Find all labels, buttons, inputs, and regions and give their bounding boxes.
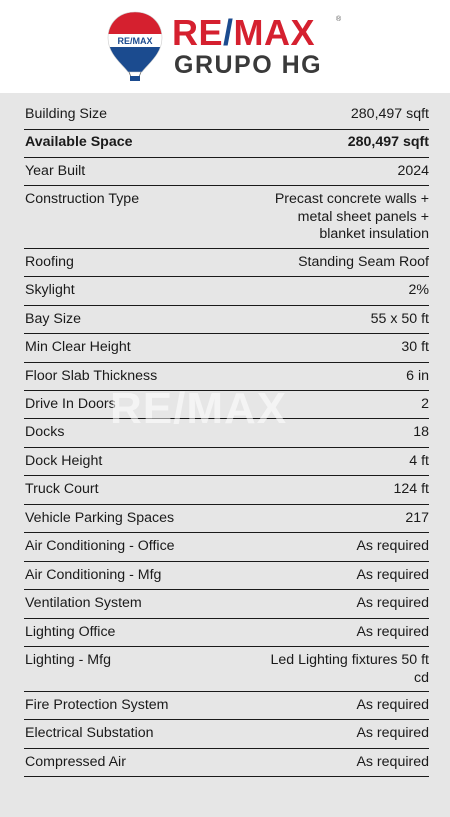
spec-row (24, 475, 429, 505)
spec-label: Docks (25, 424, 65, 440)
header (0, 0, 450, 93)
spec-value (270, 652, 429, 687)
spec-label: Ventilation System (25, 595, 142, 611)
spec-row (24, 248, 429, 277)
spec-row (24, 100, 429, 130)
spec-row (24, 561, 429, 590)
spec-value: 55 x 50 ft (370, 311, 429, 327)
spec-value: As required (356, 595, 429, 611)
spec-value: As required (356, 624, 429, 640)
spec-row (24, 748, 429, 777)
spec-row (24, 185, 429, 249)
spec-value: As required (356, 538, 429, 554)
spec-label: Roofing (25, 254, 74, 270)
spec-row (24, 418, 429, 448)
spec-label: Floor Slab Thickness (25, 368, 158, 384)
spec-label: Dock Height (25, 453, 103, 469)
spec-value (275, 191, 429, 244)
spec-value: 30 ft (401, 339, 429, 355)
brand-subtitle: GRUPO HG (174, 51, 323, 79)
spec-value: As required (356, 697, 429, 713)
spec-value: 280,497 sqft (347, 134, 429, 150)
spec-value: 2024 (397, 163, 429, 179)
spec-label: Construction Type (25, 191, 140, 207)
spec-value-line: Led Lighting fixtures 50 ft (270, 652, 429, 668)
spec-value-line: cd (414, 669, 429, 686)
spec-label: Min Clear Height (25, 339, 131, 355)
spec-label: Air Conditioning - Mfg (25, 567, 162, 583)
spec-value-line: metal sheet panels + (297, 208, 429, 225)
spec-label: Vehicle Parking Spaces (25, 510, 175, 526)
brand-name: RE/MAX (172, 12, 316, 53)
spec-row (24, 390, 429, 419)
spec-label: Fire Protection System (25, 697, 169, 713)
spec-label: Truck Court (25, 481, 99, 497)
spec-row (24, 618, 429, 647)
spec-value: Standing Seam Roof (298, 254, 429, 270)
spec-row (24, 128, 429, 158)
spec-label: Skylight (25, 282, 75, 298)
spec-value: As required (356, 754, 429, 770)
spec-value: 124 ft (393, 481, 429, 497)
spec-value: 2 (421, 396, 429, 412)
spec-value: 6 in (406, 368, 429, 384)
spec-value-line: Precast concrete walls + (274, 191, 429, 207)
spec-label: Drive In Doors (25, 396, 116, 412)
spec-label: Electrical Substation (25, 725, 154, 741)
spec-row (24, 504, 429, 533)
spec-row (24, 305, 429, 334)
spec-value-line: blanket insulation (319, 226, 429, 242)
spec-row (24, 362, 429, 391)
spec-value: 2% (408, 282, 429, 298)
spec-row (24, 589, 429, 619)
balloon-logo-icon (106, 10, 164, 82)
spec-value: 18 (413, 424, 429, 440)
spec-row (24, 157, 429, 186)
spec-value: As required (356, 725, 429, 741)
spec-label: Building Size (25, 106, 108, 122)
spec-row (24, 719, 429, 749)
spec-value: 4 ft (409, 453, 429, 469)
balloon-label: RE/MAX (117, 36, 153, 46)
spec-row (24, 333, 429, 363)
spec-label: Lighting Office (25, 624, 116, 640)
watermark: RE/MAX (110, 384, 288, 433)
spec-label: Year Built (25, 163, 86, 179)
spec-row (24, 447, 429, 476)
spec-value: 280,497 sqft (350, 106, 429, 122)
spec-row (24, 532, 429, 562)
spec-label: Bay Size (25, 311, 81, 327)
spec-label: Air Conditioning - Office (25, 538, 175, 554)
trademark-symbol: ® (336, 16, 342, 23)
spec-label: Lighting - Mfg (25, 652, 111, 668)
spec-row (24, 691, 429, 720)
spec-row (24, 276, 429, 306)
spec-value: 217 (405, 510, 429, 526)
spec-label: Available Space (25, 134, 133, 150)
spec-label: Compressed Air (25, 754, 126, 770)
spec-value: As required (356, 567, 429, 583)
spec-row (24, 646, 429, 692)
